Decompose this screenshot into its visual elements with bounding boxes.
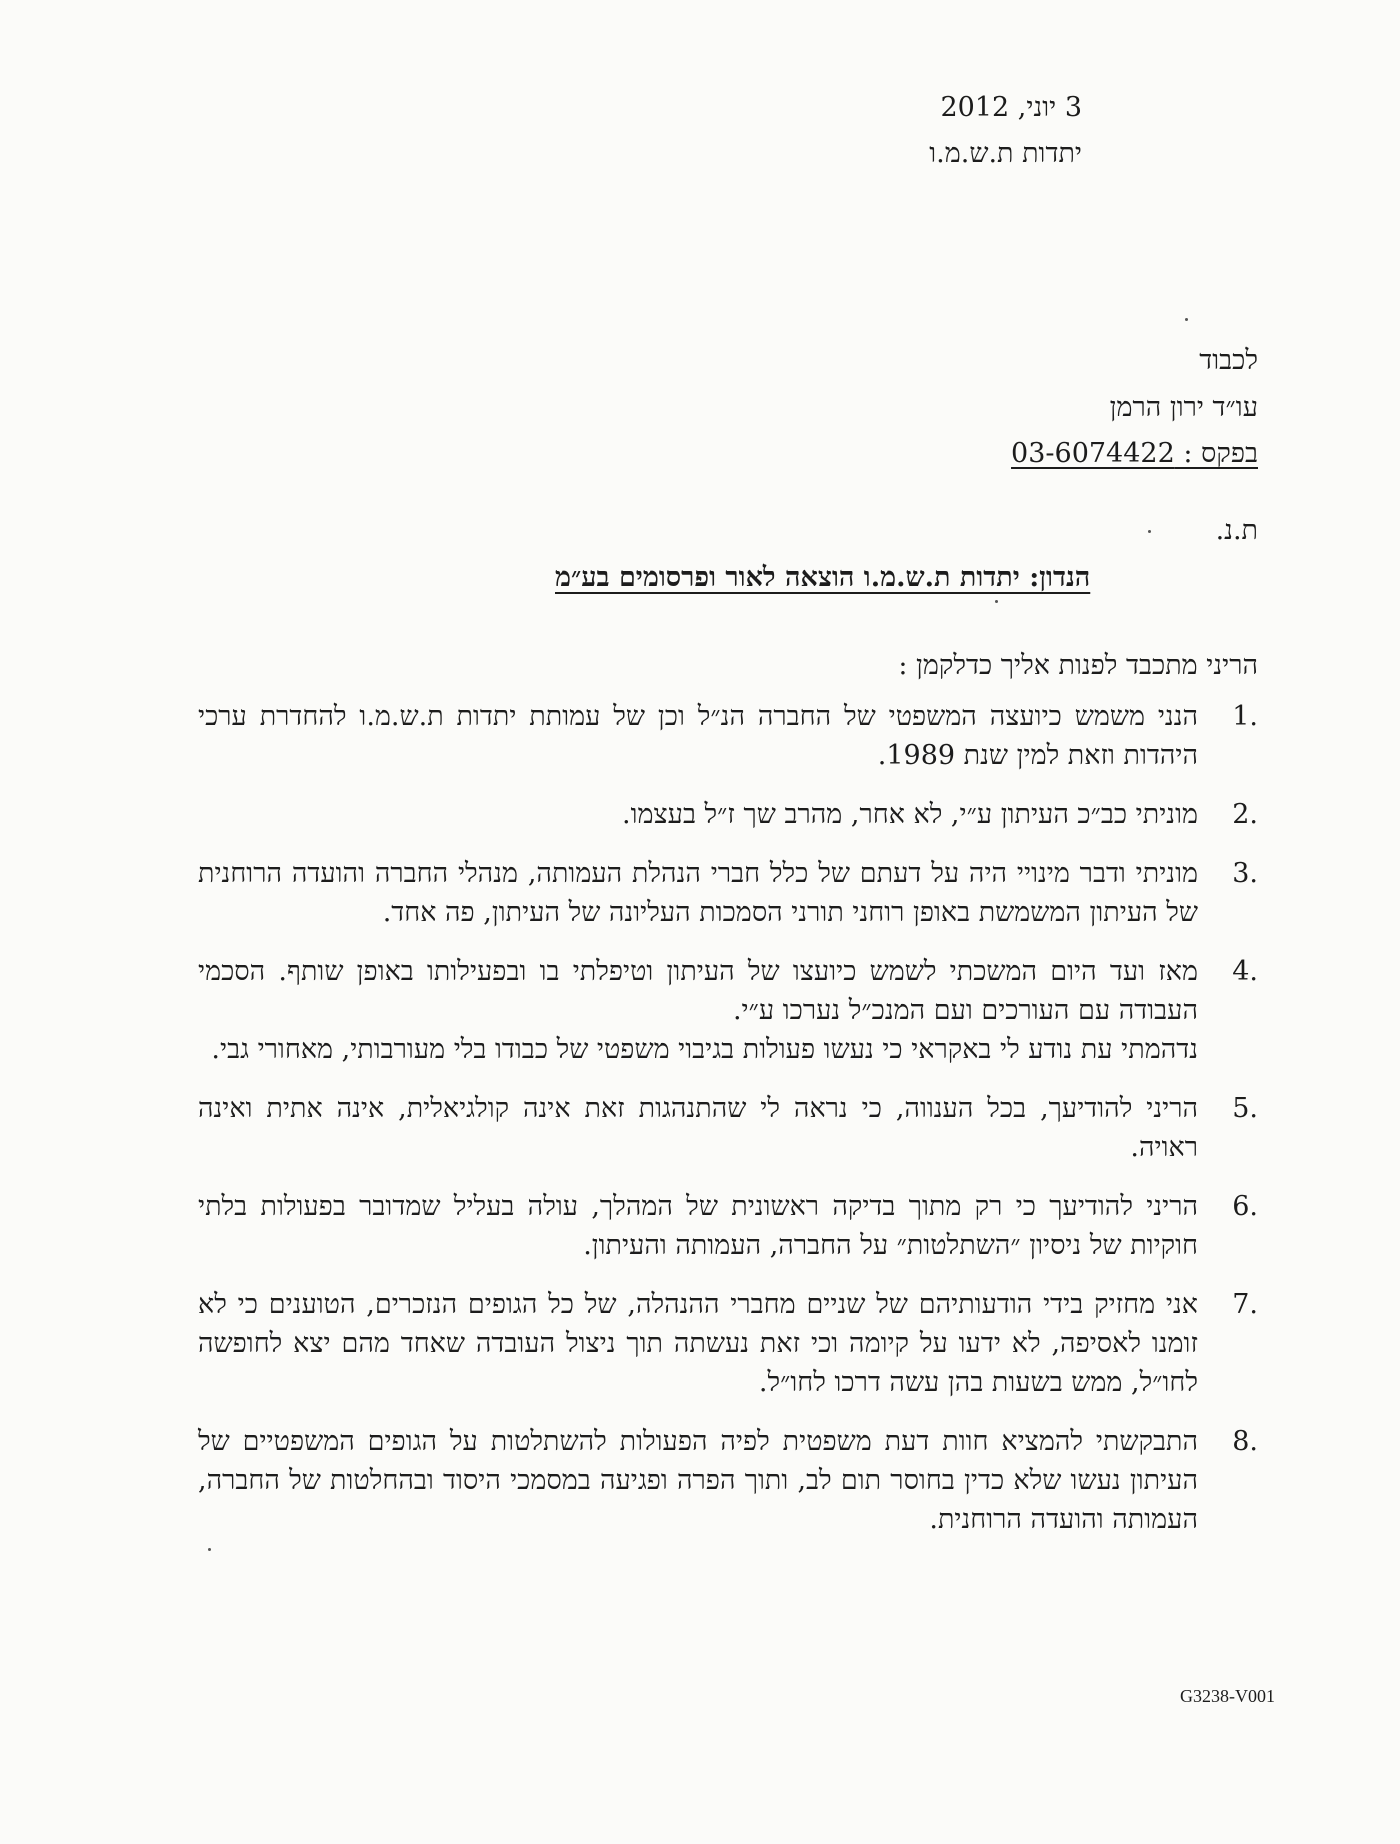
scan-speck [1148,530,1151,533]
list-item [198,854,1258,932]
item-paragraph: מאז ועד היום המשכתי לשמש כיועצו של העיתון וטיפלתי בו ובפעילותו באופן שותף. הסכמי העבודה עם העורכים ועם המנכ״ל נערכו ע״י. [198,956,1198,1026]
subject-line: הנדון: יתדות ת.ש.מ.ו הוצאה לאור ופרסומים בע״מ [555,562,1091,593]
greeting: ת.נ. [1215,515,1258,546]
recipient-name: עו״ד ירון הרמן [1109,392,1258,423]
item-text [198,952,1198,1069]
item-paragraph: מוניתי כב״כ העיתון ע״י, לא אחר, מהרב שך ז״ל בעצמו. [622,799,1198,830]
item-paragraph: התבקשתי להמציא חוות דעת משפטית לפיה הפעולות להשתלטות על הגופים המשפטיים של העיתון נעשו שלא כדין בחוסר תום לב, ותוך הפרה ופגיעה במסמכי היסוד ובהחלטות של החברה, העמותה והועדה הרוחנית. [198,1426,1198,1535]
document-code: G3238-V001 [1180,1686,1275,1706]
letter-date: 3 יוני, 2012 [940,92,1082,123]
list-item [198,795,1258,834]
item-number: .5 [1232,1093,1258,1124]
intro-line: הריני מתכבד לפנות אליך כדלקמן : [898,650,1258,681]
item-number: .4 [1232,956,1258,987]
item-paragraph: אני מחזיק בידי הודעותיהם של שניים מחברי ההנהלה, של כל הגופים הנזכרים, הטוענים כי לא זומנו לאסיפה, לא ידעו על קיומה וכי זאת נעשתה תוך ניצול העובדה שאחד מהם יצא לחופשה לחו״ל, ממש בשעות בהן עשה דרכו לחו״ל. [198,1289,1198,1398]
item-text [198,1187,1198,1265]
item-text [198,1422,1198,1539]
item-paragraph: הריני להודיעך, בכל הענווה, כי נראה לי שהתנהגות זאת אינה קולגיאלית, אינה אתית ואינה ראויה. [198,1093,1198,1163]
list-item [198,1422,1258,1539]
item-paragraph: הנני משמש כיועצה המשפטי של החברה הנ״ל וכן של עמותת יתדות ת.ש.מ.ו להחדרת ערכי היהדות וזאת למין שנת 1989. [198,701,1198,771]
item-number: .7 [1232,1289,1258,1320]
item-paragraph: הריני להודיעך כי רק מתוך בדיקה ראשונית של המהלך, עולה בעליל שמדובר בפעולות בלתי חוקיות של ניסיון ״השתלטות״ על החברה, העמותה והעיתון. [198,1191,1198,1261]
scan-speck [1185,318,1188,321]
scan-speck [208,1548,211,1551]
list-item [198,1285,1258,1402]
to-label: לכבוד [1199,345,1258,376]
sender-name: יתדות ת.ש.מ.ו [929,138,1082,169]
item-number: .3 [1232,858,1258,889]
item-number: .1 [1232,701,1258,732]
item-paragraph: מוניתי ודבר מינויי היה על דעתם של כלל חברי הנהלת העמותה, מנהלי החברה והועדה הרוחנית של העיתון המשמשת באופן רוחני תורני הסמכות העליונה של העיתון, פה אחד. [198,858,1198,928]
item-text [198,1089,1198,1167]
list-item [198,1187,1258,1265]
item-text [198,697,1198,775]
list-item [198,697,1258,775]
item-text [198,1285,1198,1402]
item-number: .2 [1232,799,1258,830]
item-number: .8 [1232,1426,1258,1457]
list-item [198,1089,1258,1167]
item-number: .6 [1232,1191,1258,1222]
item-paragraph: נדהמתי עת נודע לי באקראי כי נעשו פעולות בגיבוי משפטי של כבודו בלי מעורבותי, מאחורי גבי. [211,1034,1198,1065]
recipient-fax: בפקס : 03-6074422 [1011,438,1258,469]
item-text [198,854,1198,932]
scan-speck [995,600,998,603]
list-item [198,952,1258,1069]
item-text [198,795,1198,834]
numbered-items-list [198,697,1258,1559]
